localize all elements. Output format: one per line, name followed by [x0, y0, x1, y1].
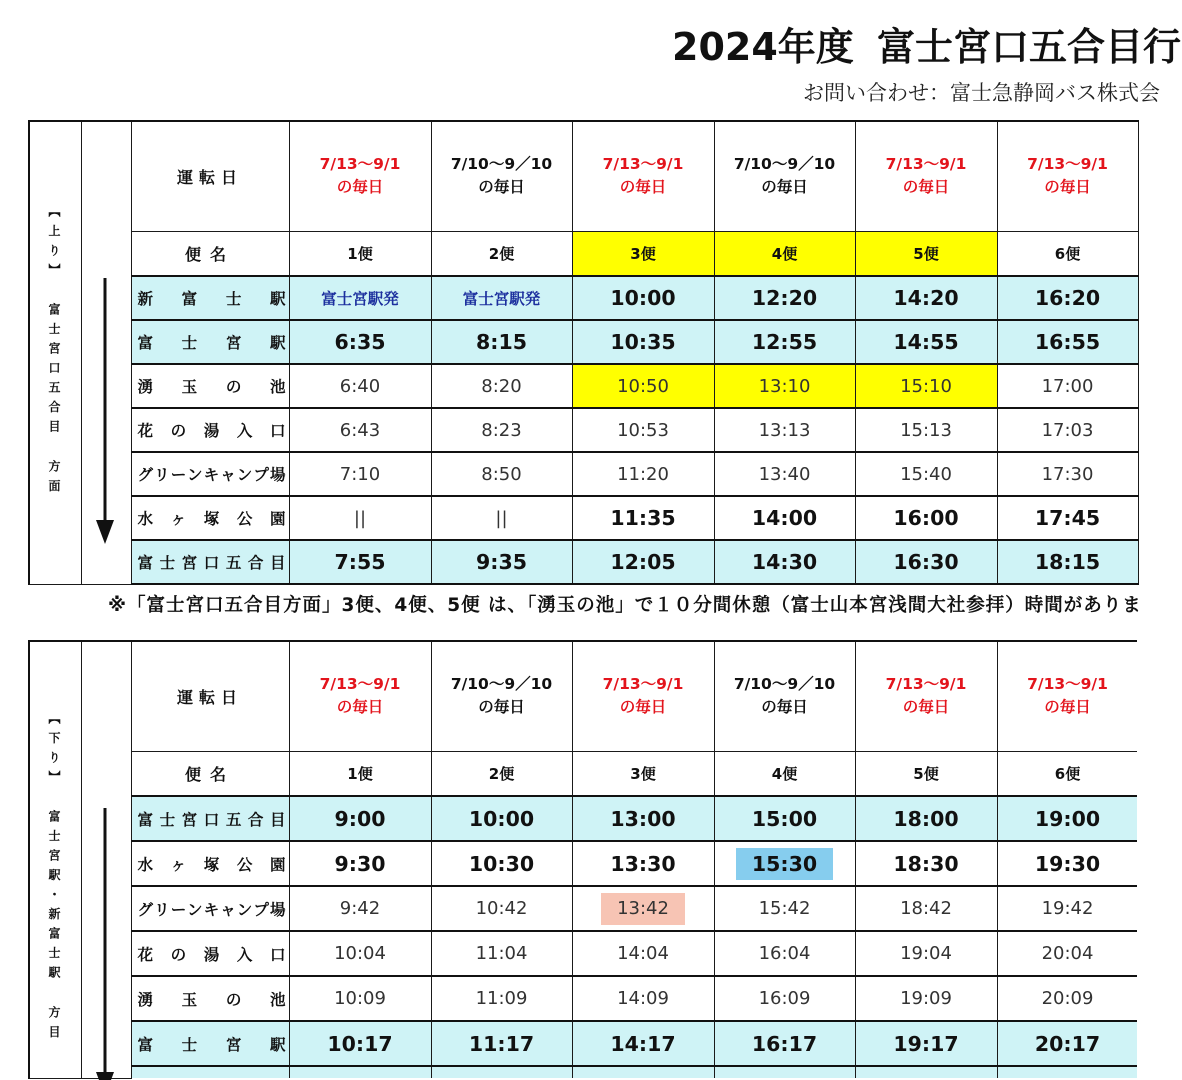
timetable-row [29, 1021, 1137, 1066]
departure-time: 19:30 [997, 841, 1137, 886]
departure-time: 6:40 [289, 364, 431, 408]
station-name: 水ヶ塚公園 [131, 841, 289, 886]
operation-frequency: の毎日 [1044, 178, 1091, 197]
departure-time: 12:05 [572, 540, 714, 584]
departure-time: 8:20 [431, 364, 572, 408]
departure-time: 16:30 [855, 540, 997, 584]
departure-time: 17:45 [997, 496, 1138, 540]
station-name: 富士宮駅 [131, 320, 289, 364]
bin-number-cell: 1便 [289, 231, 431, 276]
timetable-row [29, 931, 1137, 976]
down-arrow-icon [80, 808, 130, 1080]
page-title: 2024年度 富士宮口五合目行 [672, 25, 1181, 69]
departure-time: 8:50 [431, 452, 572, 496]
departure-time: 10:00 [572, 276, 714, 320]
departure-time: 9:00 [289, 796, 431, 841]
destination-name: 富士宮駅・新富士駅 [47, 810, 61, 986]
bin-number-row [29, 231, 1138, 276]
departure-time: 18:30 [855, 841, 997, 886]
timetable-row [29, 496, 1138, 540]
operation-dates: 7/13～9/1 [319, 155, 401, 174]
operation-dates: 7/10～9／10 [733, 155, 836, 174]
departure-time: 7:55 [289, 540, 431, 584]
departure-time [714, 841, 855, 886]
departure-time: 10:30 [431, 841, 572, 886]
timetable-row [29, 276, 1138, 320]
departure-time: 19:00 [997, 796, 1137, 841]
operation-frequency: の毎日 [761, 178, 808, 197]
departure-time: 16:04 [714, 931, 855, 976]
operation-day-cell [855, 641, 997, 751]
bin-number-header: 便名 [131, 231, 289, 276]
departure-time: 13:00 [572, 796, 714, 841]
departure-time: 11:17 [431, 1021, 572, 1066]
departure-time: 9:42 [289, 886, 431, 931]
station-name: 新富士駅 [131, 276, 289, 320]
timetable-body [29, 121, 1138, 584]
departure-time: 10:35 [572, 320, 714, 364]
operation-dates: 7/10～9／10 [450, 675, 553, 694]
departure-time: 16:00 [855, 496, 997, 540]
direction-name: 【下り】 [47, 712, 61, 790]
station-name [131, 1066, 289, 1078]
direction-suffix: 方面 [47, 459, 61, 499]
departure-time: 富士宮駅発 [289, 276, 431, 320]
operation-frequency: の毎日 [478, 698, 525, 717]
departure-time: 10:00 [431, 796, 572, 841]
operation-dates: 7/13～9/1 [602, 155, 684, 174]
bin-number-cell: 3便 [572, 751, 714, 796]
operation-day-row [29, 641, 1137, 751]
operation-dates: 7/13～9/1 [885, 675, 967, 694]
departure-time: 17:00 [997, 364, 1138, 408]
departure-time: 11:09 [431, 976, 572, 1021]
operation-dates: 7/13～9/1 [602, 675, 684, 694]
operation-day-cell [714, 121, 855, 231]
bin-number-cell: 5便 [855, 231, 997, 276]
operation-frequency: の毎日 [902, 698, 950, 717]
down-arrow-icon [80, 276, 130, 546]
station-name: 富士宮口五合目 [131, 540, 289, 584]
operation-dates: 7/13～9/1 [1027, 675, 1108, 694]
timetable-row [29, 320, 1138, 364]
bin-number-cell: 2便 [431, 231, 572, 276]
departure-time: 7:10 [289, 452, 431, 496]
direction-label [28, 205, 80, 499]
departure-time: 11:20 [572, 452, 714, 496]
operation-day-cell [855, 121, 997, 231]
departure-time [855, 1066, 997, 1078]
departure-time: 19:17 [855, 1021, 997, 1066]
timetable-grid [28, 640, 1137, 1079]
bin-number-cell: 6便 [997, 231, 1138, 276]
departure-time: 9:30 [289, 841, 431, 886]
departure-time: 19:09 [855, 976, 997, 1021]
operation-day-cell [431, 121, 572, 231]
operation-frequency: の毎日 [902, 178, 950, 197]
station-name: 花の湯入口 [131, 408, 289, 452]
rest-stop-note: ※「富士宮口五合目方面」3便、4便、5便 は、「湧玉の池」で１０分間休憩（富士山本宮浅間大社参拝）時間がありま [108, 595, 1142, 616]
operation-frequency: の毎日 [761, 698, 808, 717]
station-name: 湧玉の池 [131, 364, 289, 408]
station-name: 富士宮口五合目 [131, 796, 289, 841]
operation-dates: 7/13～9/1 [1027, 155, 1108, 174]
operation-frequency: の毎日 [336, 698, 384, 717]
operation-day-cell [572, 121, 714, 231]
station-name: 花の湯入口 [131, 931, 289, 976]
timetable-row [29, 364, 1138, 408]
departure-time: 15:42 [714, 886, 855, 931]
departure-time: 8:23 [431, 408, 572, 452]
bin-number-cell: 2便 [431, 751, 572, 796]
departure-time: 17:30 [997, 452, 1138, 496]
operation-day-cell [289, 121, 431, 231]
departure-time: 10:53 [572, 408, 714, 452]
operation-day-cell [289, 641, 431, 751]
operation-frequency: の毎日 [619, 698, 667, 717]
departure-time: 10:42 [431, 886, 572, 931]
timetable-body [29, 641, 1137, 1078]
departure-time: 10:50 [572, 364, 714, 408]
departure-time: 13:10 [714, 364, 855, 408]
operation-dates: 7/13～9/1 [319, 675, 401, 694]
operation-day-row [29, 121, 1138, 231]
bin-number-cell: 3便 [572, 231, 714, 276]
departure-time: 14:17 [572, 1021, 714, 1066]
station-name: 水ヶ塚公園 [131, 496, 289, 540]
timetable-row [29, 796, 1137, 841]
operation-frequency: の毎日 [478, 178, 525, 197]
departure-time: 16:55 [997, 320, 1138, 364]
bin-number-row [29, 751, 1137, 796]
departure-time: 15:10 [855, 364, 997, 408]
departure-time: 14:30 [714, 540, 855, 584]
bin-number-cell: 1便 [289, 751, 431, 796]
operation-frequency: の毎日 [336, 178, 384, 197]
timetable-row [29, 1066, 1137, 1078]
departure-time: 12:20 [714, 276, 855, 320]
operation-frequency: の毎日 [1044, 698, 1091, 717]
departure-time: 19:42 [997, 886, 1137, 931]
departure-time: 16:17 [714, 1021, 855, 1066]
departure-time [997, 1066, 1137, 1078]
bin-number-cell: 4便 [714, 231, 855, 276]
departure-time [572, 886, 714, 931]
operation-day-cell [572, 641, 714, 751]
departure-time: 13:13 [714, 408, 855, 452]
departure-time: 15:00 [714, 796, 855, 841]
timetable-row [29, 452, 1138, 496]
departure-time: 9:35 [431, 540, 572, 584]
departure-time: 6:43 [289, 408, 431, 452]
bin-number-cell: 6便 [997, 751, 1137, 796]
departure-time: 11:35 [572, 496, 714, 540]
timetable-row [29, 540, 1138, 584]
departure-time: || [289, 496, 431, 540]
departure-time: 20:17 [997, 1021, 1137, 1066]
departure-time: 18:00 [855, 796, 997, 841]
departure-time: 16:20 [997, 276, 1138, 320]
departure-time: || [431, 496, 572, 540]
departure-time: 12:55 [714, 320, 855, 364]
bin-number-cell: 4便 [714, 751, 855, 796]
departure-time: 10:09 [289, 976, 431, 1021]
departure-time: 14:00 [714, 496, 855, 540]
operation-day-cell [997, 121, 1138, 231]
direction-name: 【上り】 [47, 205, 61, 283]
bin-number-header: 便名 [131, 751, 289, 796]
station-name: グリーンキャンプ場 [131, 452, 289, 496]
timetable-row [29, 408, 1138, 452]
operation-day-cell [997, 641, 1137, 751]
operation-dates: 7/13～9/1 [885, 155, 967, 174]
departure-time: 11:04 [431, 931, 572, 976]
departure-time [572, 1066, 714, 1078]
departure-time: 17:03 [997, 408, 1138, 452]
departure-time: 20:09 [997, 976, 1137, 1021]
operation-dates: 7/10～9／10 [733, 675, 836, 694]
departure-time: 14:09 [572, 976, 714, 1021]
operation-day-cell [431, 641, 572, 751]
departure-time: 13:40 [714, 452, 855, 496]
operation-day-header: 運転日 [131, 641, 289, 751]
departure-time: 8:15 [431, 320, 572, 364]
timetable-down [28, 640, 1137, 1080]
timetable-row [29, 841, 1137, 886]
timetable-row [29, 886, 1137, 931]
destination-name: 富士宮口五合目 [47, 303, 61, 440]
time-highlight: 15:30 [736, 848, 833, 880]
timetable-row [29, 976, 1137, 1021]
departure-time: 10:17 [289, 1021, 431, 1066]
departure-time: 10:04 [289, 931, 431, 976]
departure-time: 14:20 [855, 276, 997, 320]
station-name: 湧玉の池 [131, 976, 289, 1021]
departure-time: 18:42 [855, 886, 997, 931]
direction-label [28, 712, 80, 1045]
timetable-up [28, 120, 1137, 586]
arrow-head [96, 1072, 114, 1080]
departure-time: 14:55 [855, 320, 997, 364]
departure-time: 19:04 [855, 931, 997, 976]
timetable-grid [28, 120, 1139, 585]
operation-day-cell [714, 641, 855, 751]
time-highlight: 13:42 [601, 893, 685, 925]
departure-time: 14:04 [572, 931, 714, 976]
departure-time: 16:09 [714, 976, 855, 1021]
station-name: 富士宮駅 [131, 1021, 289, 1066]
operation-dates: 7/10～9／10 [450, 155, 553, 174]
station-name: グリーンキャンプ場 [131, 886, 289, 931]
departure-time: 富士宮駅発 [431, 276, 572, 320]
arrow-head [96, 520, 114, 544]
departure-time [714, 1066, 855, 1078]
operation-frequency: の毎日 [619, 178, 667, 197]
departure-time: 6:35 [289, 320, 431, 364]
bin-number-cell: 5便 [855, 751, 997, 796]
contact-info: お問い合わせ：富士急静岡バス株式会 [803, 81, 1160, 105]
operation-day-header: 運転日 [131, 121, 289, 231]
departure-time: 15:40 [855, 452, 997, 496]
direction-suffix: 方目 [47, 1005, 61, 1045]
departure-time [289, 1066, 431, 1078]
departure-time: 15:13 [855, 408, 997, 452]
departure-time: 20:04 [997, 931, 1137, 976]
departure-time: 18:15 [997, 540, 1138, 584]
departure-time: 13:30 [572, 841, 714, 886]
departure-time [431, 1066, 572, 1078]
